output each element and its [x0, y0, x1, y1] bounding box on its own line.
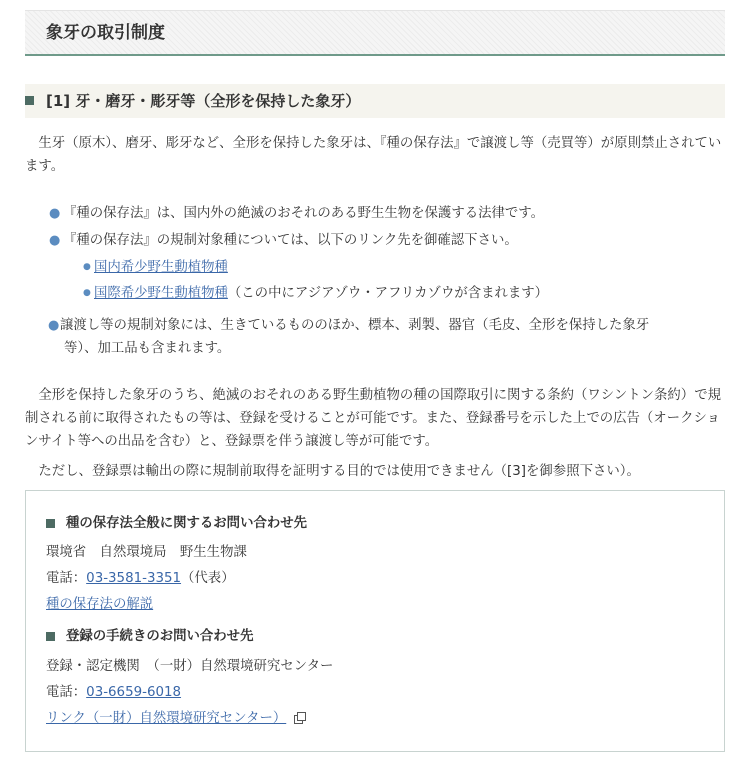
square-bullet-icon: [46, 632, 55, 641]
bullet-item-law: [49, 202, 544, 225]
international-species-note: （この中にアジアゾウ・アフリカゾウが含まれます）: [227, 286, 549, 301]
sub-bullet-domestic: [83, 256, 228, 279]
international-species-link[interactable]: 国際希少野生動植物種: [94, 286, 228, 301]
export-note-paragraph: ただし、登録票は輸出の際に規制前取得を証明する目的では使用できません（[3]を御参照下さい）。: [38, 464, 640, 479]
bullet-text-line1: 譲渡し等の規制対象には、生きているもののほか、標本、剥製、器官（毛皮、全形を保持した象牙: [60, 318, 650, 333]
page-title-text: 象牙の取引制度: [46, 23, 165, 43]
research-center-link[interactable]: リンク（一財）自然環境研究センター）: [46, 711, 287, 726]
registration-contact-tel: 電話：03-6659-6018: [46, 685, 182, 700]
general-contact-link-row: [46, 595, 153, 615]
bullet-item-scope: [48, 314, 720, 360]
bullet-dot-icon: ●: [49, 233, 61, 248]
law-explanation-link[interactable]: 種の保存法の解説: [46, 597, 154, 612]
bullet-text-line2: 等）、加工品も含まれます。: [64, 341, 231, 356]
bullet-dot-icon: ●: [49, 206, 61, 221]
bullet-text: 『種の保存法』は、国内外の絶滅のおそれのある野生生物を保護する法律です。: [63, 206, 544, 221]
registration-contact-org: 登録・認定機関 （一財）自然環境研究センター: [46, 659, 334, 674]
square-bullet-icon: [25, 96, 34, 105]
registration-contact-link-row: [46, 709, 306, 729]
bullet-item-species: [49, 229, 518, 252]
registration-tel-link[interactable]: 03-6659-6018: [86, 685, 182, 700]
bullet-dot-icon: ●: [83, 262, 91, 272]
sub-bullet-international: [83, 282, 549, 305]
registration-contact-heading: 登録の手続きのお問い合わせ先: [46, 627, 253, 647]
domestic-species-link[interactable]: 国内希少野生動植物種: [94, 260, 228, 275]
external-link-icon[interactable]: [294, 712, 306, 723]
registration-paragraph: 全形を保持した象牙のうち、絶滅のおそれのある野生動植物の種の国際取引に関する条約（ワシントン条約）で規制される前に取得されたもの等は、登録を受けることが可能です。また、登録番号を示した上での広告（オークションサイト等への出品を含む）と、登録票を伴う譲渡し等が可能です。: [25, 388, 721, 449]
bullet-dot-icon: ●: [48, 318, 60, 333]
general-contact-tel: 電話：03-3581-3351（代表）: [46, 571, 235, 586]
bullet-text: 『種の保存法』の規制対象種については、以下のリンク先を御確認下さい。: [63, 233, 518, 248]
bullet-dot-icon: ●: [83, 288, 91, 298]
page-title: [25, 10, 725, 56]
general-contact-org: 環境省 自然環境局 野生生物課: [46, 545, 247, 560]
section-heading-text: [1] 牙・磨牙・彫牙等（全形を保持した象牙）: [46, 92, 361, 110]
intro-paragraph: 生牙（原木）、磨牙、彫牙など、全形を保持した象牙は、『種の保存法』で譲渡し等（売買等）が原則禁止されています。: [25, 136, 722, 174]
general-contact-heading: 種の保存法全般に関するお問い合わせ先: [46, 514, 307, 534]
section-heading: [25, 84, 725, 118]
general-tel-link[interactable]: 03-3581-3351: [86, 571, 182, 586]
contact-box: [25, 490, 725, 752]
square-bullet-icon: [46, 519, 55, 528]
